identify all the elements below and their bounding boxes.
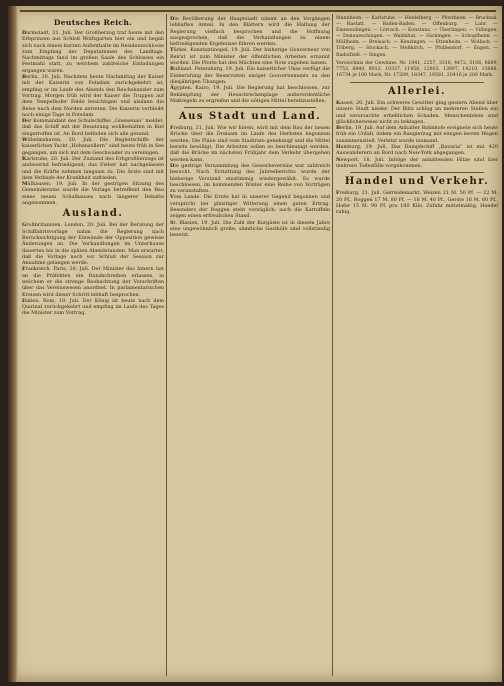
section-heading-ausland: Ausland. [62, 208, 124, 220]
article-paragraph: Newport, 18. Juli. Infolge der anhaltenden Hitze sind hier mehrere Todesfälle vorgekommen. [336, 156, 498, 169]
article-paragraph: Frankreich. Paris, 20. Juli. Der Minister des Innern hat an die Präfekten ein Rundschreiben erlassen, in welchem er die strenge Beobachtung der Vorschriften über das Vereinswesen anordnet. In parlamentarischen Kreisen wird dieser Schritt lebhaft besprochen. [22, 266, 164, 298]
article-paragraph: Türkei. Konstantinopel, 19. Juli. Der bisherige Gouverneur von Beirut ist zum Minister der öffentlichen Arbeiten ernannt worden. Die Pforte hat den Mächten eine Note zugehen lassen. [170, 47, 330, 67]
header-rule [20, 10, 496, 12]
section-heading-stadt-und-land: Aus Stadt und Land. [178, 111, 322, 123]
column-3 [336, 16, 498, 215]
article-paragraph: Hamburg, 19. Juli. Das Dampfschiff „Bavaria“ ist mit 420 Auswanderern an Bord nach New-York abgegangen. [336, 144, 498, 157]
section-heading-handel-und-verkehr: Handel und Verkehr. [344, 176, 490, 188]
article-paragraph: Kassel, 20. Juli. Ein schweres Gewitter ging gestern Abend über unsere Stadt nieder. Der Blitz schlug an mehreren Stellen ein und verursachte erheblichen Schaden. Menschenleben sind glücklicherweise nicht zu beklagen. [336, 99, 498, 125]
article-paragraph: Die gestrige Versammlung des Gewerbevereins war zahlreich besucht. Nach Erstattung des Jahresberichts wurde der bisherige Vorstand einstimmig wiedergewählt. Es wurde beschlossen, im kommenden Winter eine Reihe von Vorträgen zu veranstalten. [170, 162, 330, 195]
section-divider [184, 107, 316, 108]
article-paragraph: Vom Lande. Die Ernte hat in unserer Gegend begonnen und verspricht bei günstiger Witterung einen guten Ertrag. Besonders der Roggen steht vorzüglich; auch die Kartoffeln zeigen einen erfreulichen Stand. [170, 194, 330, 220]
column-rule [166, 14, 167, 676]
article-paragraph: Mülhausen, 19. Juli. In der gestrigen Sitzung des Gemeinderates wurde die Vorlage betreffend den Bau eines neuen Schulhauses nach längerer Debatte angenommen. [22, 181, 164, 207]
column-1 [22, 16, 164, 317]
article-paragraph: Italien. Rom, 19. Juli. Der König ist heute nach dem Quirinal zurückgekehrt und empfing im Laufe des Tages die Minister zum Vortrag. [22, 297, 164, 317]
article-paragraph: Die Bevölkerung der Hauptstadt nimmt an den Vorgängen lebhaften Anteil. In den Blättern wird die Haltung der Regierung vielfach besprochen und die Hoffnung ausgesprochen, daß die Verhandlungen zu einem befriedigenden Ergebnisse führen werden. [170, 16, 330, 48]
article-paragraph: Freiburg, 21. Juli. Getreidemarkt. Weizen 21 M. 50 Pf. — 22 M. 20 Pf., Roggen 17 M. 80 Pf. — 18 M. 40 Pf., Gerste 16 M. 60 Pf., Hafer 15 M. 90 Pf. pro 100 Kilo. Zufuhr mittelmäßig, Handel ruhig. [336, 190, 498, 216]
article-paragraph: Rußland. Petersburg, 19. Juli. Ein kaiserlicher Ukas verfügt die Einberufung der Reservisten einiger Gouvernements zu den diesjährigen Übungen. [170, 66, 330, 85]
article-paragraph: Berlin, 20. Juli. Nachdem heute Nachmittag der Kaiser mit der Kaiserin von Potsdam zurückgekehrt ist, empfing er im Laufe des Abends den Reichskanzler zum Vortrag. Morgen früh wird der Kaiser die Truppen auf dem Tempelhofer Felde besichtigen und alsdann die Reise nach dem Norden antreten. Die Kaiserin verbleibt noch einige Tage in Potsdam. [22, 74, 164, 118]
article-paragraph: Der Kommandant des Schulschiffes „Gneisenau“ meldet, daß das Schiff mit der Besatzung wohlbehalten in Kiel eingetroffen ist. An Bord befinden sich alle gesund. [22, 118, 164, 137]
article-paragraph: Freiburg, 21. Juli. Wie wir hören, wird mit dem Bau der neuen Brücke über die Dreisam im Laufe des Herbstes begonnen werden. Die Pläne sind vom Stadtrate genehmigt und die Mittel bereits bewilligt. Die Arbeiten sollen so beschleunigt werden, daß die Brücke im nächsten Frühjahr dem Verkehr übergeben werden kann. [170, 125, 330, 163]
column-2 [170, 16, 330, 239]
column-rule [332, 14, 333, 676]
section-divider [350, 172, 484, 173]
newspaper-page [8, 6, 502, 682]
section-divider [350, 82, 484, 83]
article-paragraph: Darmstadt, 21. Juli. Der Großherzog traf heute mit den Erbprinzen aus Schloß Wolfsgarten hier ein und begab sich nach einem kurzen Aufenthalte im Residenzschlosse zum Empfang der Deputationen des Landtags. Nachmittags fand im großen Saale des Schlosses ein Festmahl statt, zu welchem zahlreiche Einladungen ergangen waren. [22, 30, 164, 74]
listing-paragraph: Mannheim. — Karlsruhe. — Heidelberg. — Pforzheim. — Bruchsal. — Rastatt. — Baden-Baden. — Offenburg. — Lahr. — Emmendingen. — Lörrach. — Konstanz. — Überlingen. — Villingen. — Donaueschingen. — Waldshut. — Säckingen. — Schopfheim. — Müllheim. — Breisach. — Kenzingen. — Ettenheim. — Wolfach. — Triberg. — Stockach. — Meßkirch. — Pfullendorf. — Engen. — Radolfzell. — Singen. [336, 16, 498, 58]
article-paragraph: Wilhelmshaven, 20. Juli. Die Begleitschiffe der kaiserlichen Yacht „Hohenzollern“ sind heute früh in See gegangen, um sich mit dem Geschwader zu vereinigen. [22, 137, 164, 156]
section-heading-deutsches-reich: Deutsches Reich. [53, 18, 133, 27]
listing-paragraph: Verzeichnis der Gewinne: Nr. 1041, 2257, 3318, 4472, 5106, 6689, 7753, 8840, 9012, 10327, 11456, 12803, 13997, 14210, 15688, 16734 je 100 Mark; Nr. 17209, 18347, 19581, 20416 je 200 Mark. [336, 60, 498, 78]
article-paragraph: Berlin, 19. Juli. Auf dem Anhalter Bahnhofe ereignete sich heute früh ein Unfall, indem ein Rangierzug mit einigen leeren Wagen zusammenstieß. Verletzt wurde niemand. [336, 125, 498, 144]
article-paragraph: Karlsruhe, 20. Juli. Der Zustand des Erbgroßherzogs ist andauernd befriedigend; das Fieber hat nachgelassen und die Kräfte nehmen langsam zu. Die Ärzte sind mit dem Verlaufe der Krankheit zufrieden. [22, 155, 164, 181]
book-binding [8, 6, 18, 682]
article-paragraph: Großbritannien. London, 20. Juli. Bei der Beratung der Schiffahrtsvorlage nahm die Regierung nach Berücksichtigung der Einwände der Opposition gewisse Änderungen an. Die Verhandlungen im Unterhause dauerten bis in die späten Abendstunden. Man erwartet, daß die Vorlage noch vor Schluß der Session zur Annahme gelangen werde. [22, 222, 164, 267]
article-paragraph: Ägypten. Kairo, 19. Juli. Die Regierung hat beschlossen, zur Bekämpfung der Heuschreckenplage außerordentliche Maßregeln zu ergreifen und die nötigen Mittel bereitzustellen. [170, 85, 330, 104]
section-heading-allerlei: Allerlei. [388, 85, 446, 97]
article-paragraph: St. Blasien, 19. Juli. Die Zahl der Kurgäste ist in diesem Jahre eine ungewöhnlich große; sämtliche Gasthöfe sind vollständig besetzt. [170, 219, 330, 239]
